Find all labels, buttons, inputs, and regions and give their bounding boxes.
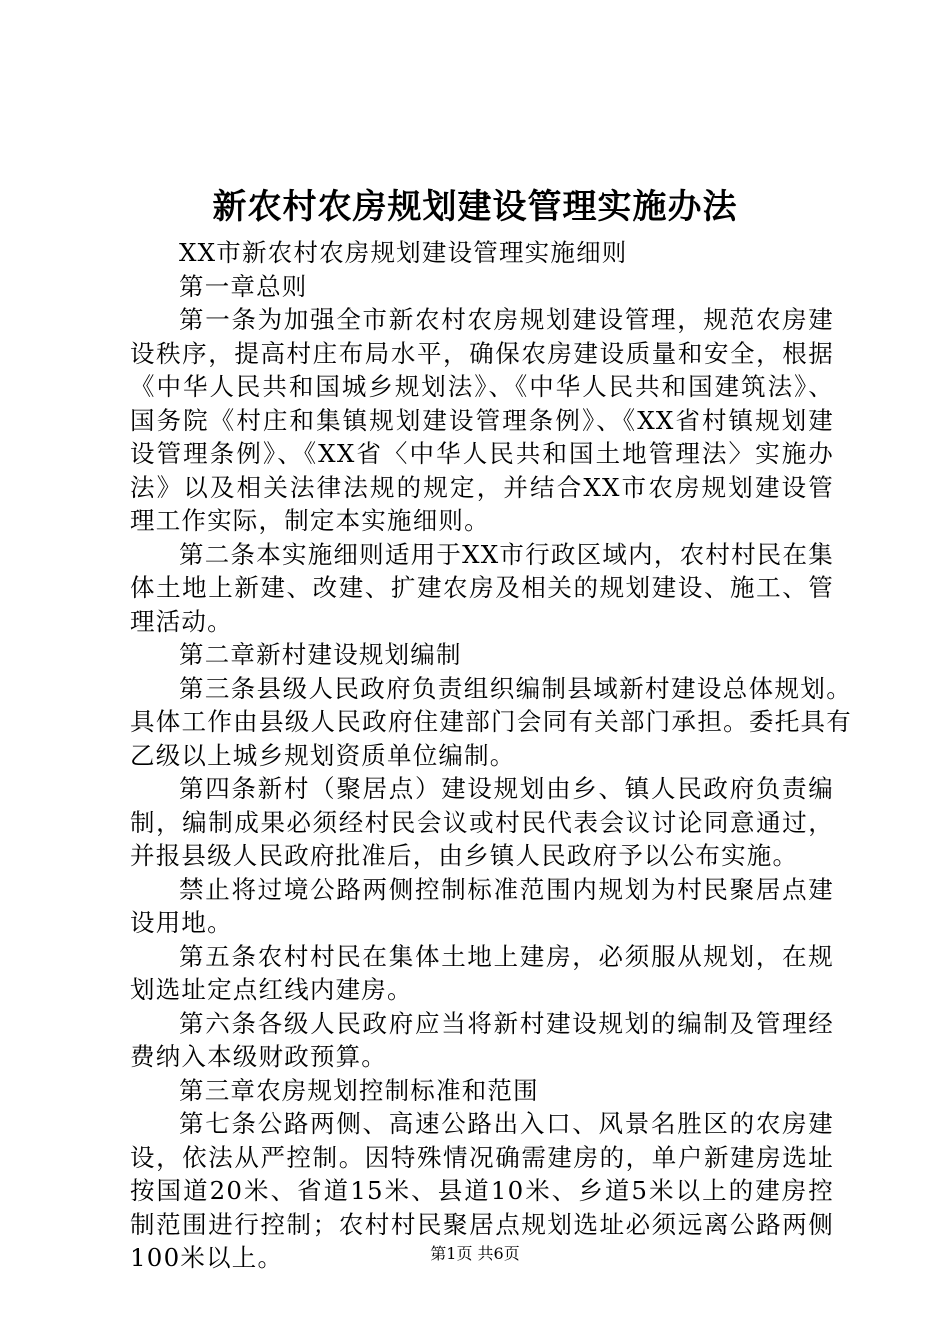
article-paragraph: 第六条各级人民政府应当将新村建设规划的编制及管理经费纳入本级财政预算。 [130, 1008, 834, 1071]
chapter-heading: 第三章农房规划控制标准和范围 [179, 1075, 539, 1105]
document-title: 新农村农房规划建设管理实施办法 [212, 187, 738, 227]
article-paragraph: 第三条县级人民政府负责组织编制县域新村建设总体规划。具体工作由县级人民政府住建部门会同有关部门承担。委托具有乙级以上城乡规划资质单位编制。 [130, 673, 852, 770]
article-paragraph: 第四条新村（聚居点）建设规划由乡、镇人民政府负责编制，编制成果必须经村民会议或村民代表会议讨论同意通过，并报县级人民政府批准后，由乡镇人民政府予以公布实施。 [130, 774, 834, 870]
article-paragraph: 第五条农村村民在集体土地上建房，必须服从规划，在规划选址定点红线内建房。 [130, 941, 834, 1004]
subtitle-paragraph: XX市新农村农房规划建设管理实施细则 [179, 238, 628, 267]
article-paragraph: 禁止将过境公路两侧控制标准范围内规划为村民聚居点建设用地。 [130, 874, 834, 937]
chapter-heading: 第二章新村建设规划编制 [179, 640, 462, 669]
document-body [130, 236, 852, 1275]
article-paragraph: 第二条本实施细则适用于XX市行政区域内，农村村民在集体土地上新建、改建、扩建农房及相关的规划建设、施工、管理活动。 [130, 539, 834, 636]
page-footer: 第1页 共6页 [430, 1244, 520, 1263]
chapter-heading: 第一章总则 [179, 271, 308, 301]
article-paragraph: 第七条公路两侧、高速公路出入口、风景名胜区的农房建设，依法从严控制。因特殊情况确需建房的，单户新建房选址按国道20米、省道15米、县道10米、乡道5米以上的建房控制范围进行控制；农村村民聚居点规划选址必须远离公路两侧100米以上。 [130, 1109, 834, 1272]
article-paragraph: 第一条为加强全市新农村农房规划建设管理，规范农房建设秩序，提高村庄布局水平，确保农房建设质量和安全，根据《中华人民共和国城乡规划法》、《中华人民共和国建筑法》、国务院《村庄和集镇规划建设管理条例》、《XX省村镇规划建设管理条例》、《XX省〈中华人民共和国土地管理法〉实施办法》以及相关法律法规的规定，并结合XX市农房规划建设管理工作实际，制定本实施细则。 [130, 305, 834, 535]
